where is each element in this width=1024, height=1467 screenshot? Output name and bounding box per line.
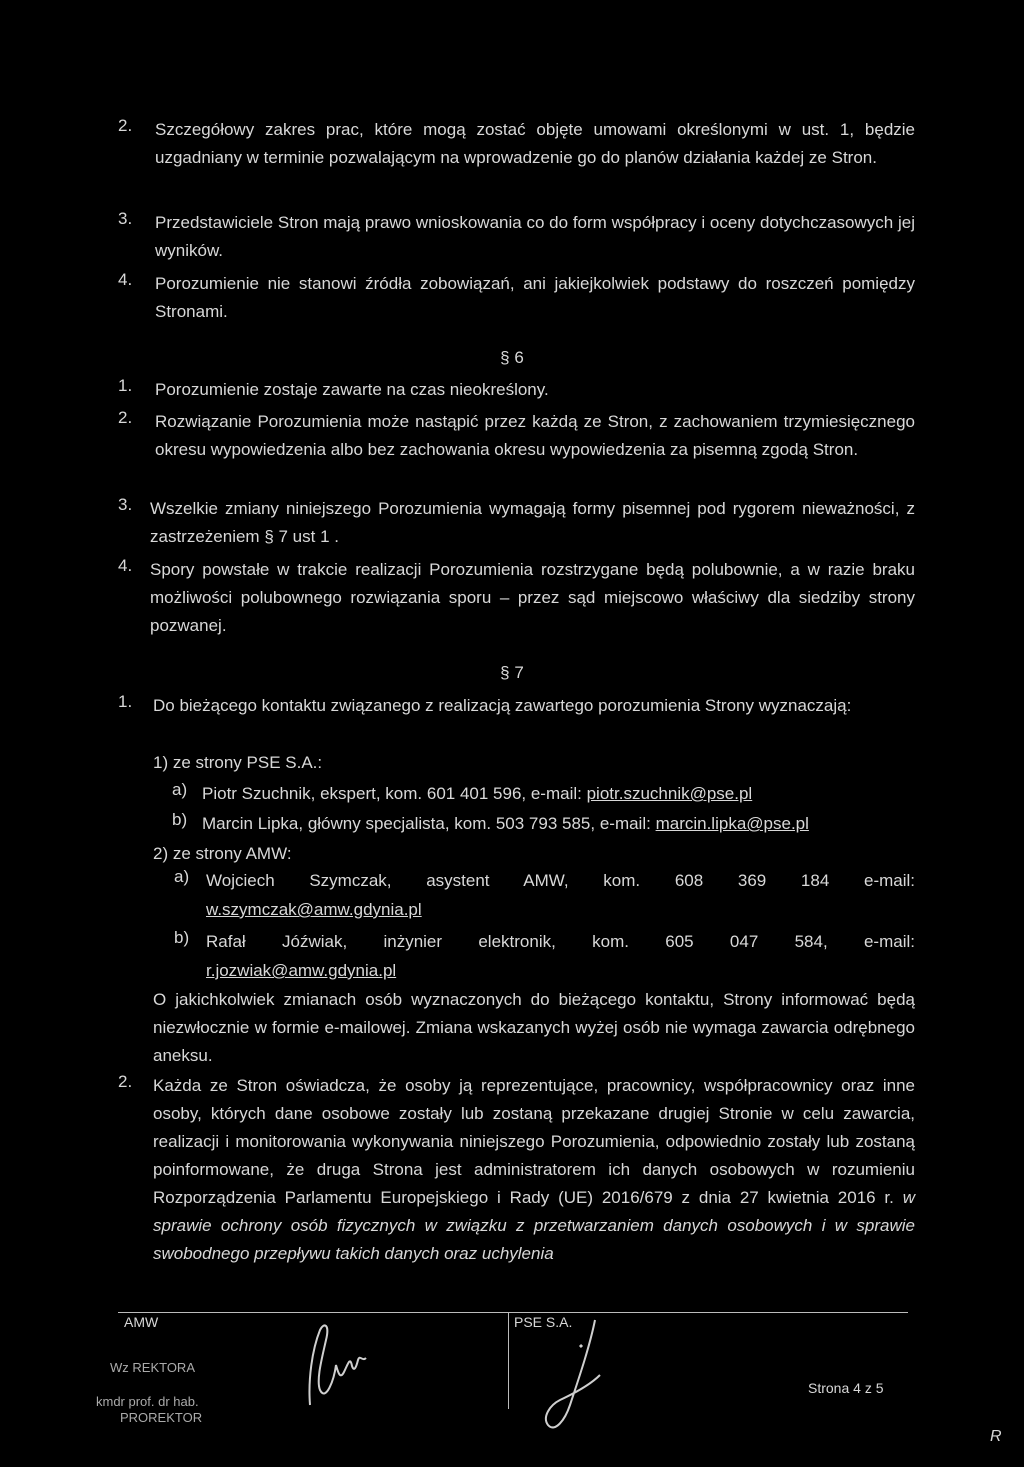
email-link-jozwiak[interactable]: r.jozwiak@amw.gdynia.pl: [206, 961, 397, 980]
paragraph-s6-1: Porozumienie zostaje zawarte na czas nieokreślony.: [155, 380, 549, 399]
item-number: 3.: [118, 495, 133, 514]
email-link-lipka[interactable]: marcin.lipka@pse.pl: [655, 814, 809, 833]
contact-pse-b: [202, 810, 915, 838]
email-link-szuchnik[interactable]: piotr.szuchnik@pse.pl: [586, 784, 753, 803]
stamp-line-1: Wz REKTORA: [110, 1360, 195, 1375]
paragraph-change-note: O jakichkolwiek zmianach osób wyznaczonych do bieżącego kontaktu, Strony informować będą niezwłocznie w formie e-mailowej. Zmiana wskazanych wyżej osób nie wymaga zawarcia odrębnego aneksu.: [153, 990, 915, 1065]
contact-text: Piotr Szuchnik, ekspert, kom. 601 401 596, e-mail:: [202, 784, 582, 803]
contact-amw-label: 2) ze strony AMW:: [153, 844, 292, 863]
page-number: Strona 4 z 5: [808, 1380, 884, 1396]
rodo-italic-text: w sprawie ochrony osób fizycznych w związku z przetwarzaniem danych osobowych i w sprawie swobodnego przepływu takich danych oraz uchylenia: [153, 1188, 915, 1263]
contact-amw-b: Rafał Jóźwiak, inżynier elektronik, kom. 605 047 584, e-mail:: [206, 932, 915, 951]
contact-amw-b-email-line: [206, 957, 396, 985]
item-number: 2.: [118, 408, 133, 427]
item-number: 2.: [118, 1072, 133, 1091]
footer-amw-label: AMW: [124, 1314, 159, 1330]
paragraph-top-2: Szczegółowy zakres prac, które mogą zostać objęte umowami określonymi w ust. 1, będzie uzgadniany w terminie pozwalającym na wprowadzenie go do planów działania każdej ze Stron.: [155, 120, 915, 167]
contact-pse-a: [202, 780, 915, 808]
item-number: 3.: [118, 209, 133, 228]
contact-amw-a: Wojciech Szymczak, asystent AMW, kom. 608 369 184 e-mail:: [206, 871, 915, 890]
section-7-heading: § 7: [500, 663, 524, 682]
stamp-line-3: PROREKTOR: [120, 1410, 203, 1425]
section-6-heading: § 6: [500, 348, 524, 367]
item-number: 2.: [118, 116, 133, 135]
initials: R: [990, 1428, 1002, 1445]
paragraph-s7-1: Do bieżącego kontaktu związanego z realizacją zawartego porozumienia Strony wyznaczają:: [153, 696, 852, 715]
paragraph-s6-2: Rozwiązanie Porozumienia może nastąpić przez każdą ze Stron, z zachowaniem trzymiesięcznego okresu wypowiedzenia albo bez zachowania okresu wypowiedzenia za pisemną zgodą Stron.: [155, 412, 915, 459]
item-number: 4.: [118, 270, 133, 289]
signature-amw: [290, 1310, 400, 1420]
stamp-line-2: kmdr prof. dr hab.: [96, 1394, 199, 1409]
signature-box: [118, 1312, 908, 1410]
contact-letter: b): [172, 810, 188, 829]
item-number: 1.: [118, 376, 133, 395]
paragraph-s6-4: Spory powstałe w trakcie realizacji Porozumienia rozstrzygane będą polubownie, a w razie braku możliwości polubownego rozwiązania sporu – przez sąd miejscowo właściwy dla siedziby strony pozwanej.: [150, 560, 915, 635]
contact-text: Marcin Lipka, główny specjalista, kom. 503 793 585, e-mail:: [202, 814, 651, 833]
paragraph-top-4: Porozumienie nie stanowi źródła zobowiązań, ani jakiejkolwiek podstawy do roszczeń pomiędzy Stronami.: [155, 274, 915, 321]
paragraph-s7-2: [153, 1072, 915, 1268]
contact-amw-a-email-line: [206, 896, 422, 924]
paragraph-top-3: Przedstawiciele Stron mają prawo wnioskowania co do form współpracy i oceny dotychczasowych jej wyników.: [155, 213, 915, 260]
rodo-text: Każda ze Stron oświadcza, że osoby ją reprezentujące, pracownicy, współpracownicy oraz inne osoby, których dane osobowe zostały lub zostaną przekazane drugiej Stronie w celu zawarcia, realizacji i monitorowania wykonywania niniejszego Porozumienia, odpowiednio zostały lub zostaną poinformowane, że druga Strona jest administratorem ich danych osobowych w rozumieniu Rozporządzenia Parlamentu Europejskiego i Rady (UE) 2016/679 z dnia 27 kwietnia 2016 r.: [153, 1076, 915, 1207]
contact-letter: a): [172, 780, 188, 799]
email-link-szymczak[interactable]: w.szymczak@amw.gdynia.pl: [206, 900, 422, 919]
signature-divider: [508, 1312, 509, 1409]
footer-pse-label: PSE S.A.: [514, 1314, 573, 1330]
contact-letter: b): [174, 928, 190, 947]
item-number: 1.: [118, 692, 133, 711]
signature-pse: [520, 1315, 620, 1440]
contact-pse-label: 1) ze strony PSE S.A.:: [153, 753, 323, 772]
paragraph-s6-3: Wszelkie zmiany niniejszego Porozumienia wymagają formy pisemnej pod rygorem nieważności, z zastrzeżeniem § 7 ust 1 .: [150, 499, 915, 546]
item-number: 4.: [118, 556, 133, 575]
contact-letter: a): [174, 867, 190, 886]
